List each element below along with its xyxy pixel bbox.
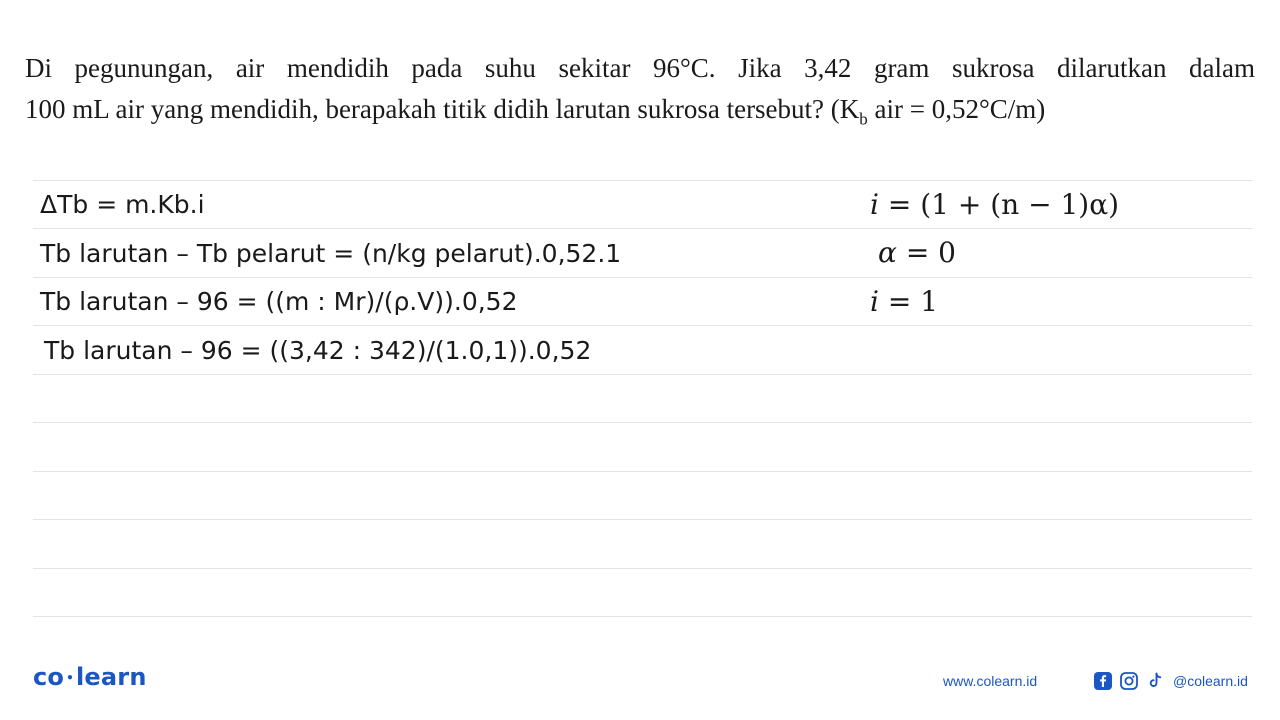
question-line-1: Di pegunungan, air mendidih pada suhu sekitar 96°C. Jika 3,42 gram sukrosa dilarutkan dalam [25, 53, 1255, 83]
colearn-logo [33, 663, 147, 691]
eq1-lhs: i [870, 188, 879, 221]
question-line-2-main: 100 mL air yang mendidih, berapakah titik didih larutan sukrosa tersebut? (K [25, 94, 860, 124]
social-links [1093, 670, 1248, 692]
facebook-icon[interactable] [1093, 671, 1113, 691]
website-link[interactable]: www.colearn.id [943, 673, 1038, 689]
ruled-line [33, 616, 1252, 617]
ruled-line [33, 471, 1252, 472]
eq2-lhs: α [878, 236, 897, 269]
alpha-equation [878, 236, 956, 270]
question-text [25, 48, 1255, 139]
work-line-3: Tb larutan – 96 = ((m : Mr)/(ρ.V)).0,52 [40, 287, 518, 316]
ionization-factor-equation [870, 188, 1119, 222]
logo-dot: • [66, 671, 74, 685]
social-handle[interactable]: @colearn.id [1173, 673, 1248, 689]
instagram-icon[interactable] [1119, 671, 1139, 691]
eq1-rhs: = (1 + (n − 1)α) [878, 188, 1120, 221]
i-value-equation [870, 285, 938, 319]
ruled-line [33, 180, 1252, 181]
eq2-rhs: = 0 [896, 236, 956, 269]
work-line-1: ΔTb = m.Kb.i [40, 190, 205, 219]
logo-left: co [33, 663, 65, 691]
tiktok-icon[interactable] [1145, 671, 1165, 691]
ruled-line [33, 568, 1252, 569]
eq3-lhs: i [870, 285, 879, 318]
ruled-line [33, 277, 1252, 278]
question-line-2 [25, 89, 1255, 139]
work-line-2: Tb larutan – Tb pelarut = (n/kg pelarut).0,52.1 [40, 239, 622, 268]
ruled-line [33, 422, 1252, 423]
kb-subscript: b [859, 109, 868, 129]
ruled-line [33, 519, 1252, 520]
eq3-rhs: = 1 [878, 285, 939, 318]
logo-right: learn [76, 663, 147, 691]
ruled-line [33, 325, 1252, 326]
ruled-line [33, 228, 1252, 229]
question-line-2-end: air = 0,52°C/m) [867, 94, 1046, 124]
work-line-4: Tb larutan – 96 = ((3,42 : 342)/(1.0,1)).0,52 [44, 336, 592, 365]
ruled-line [33, 374, 1252, 375]
